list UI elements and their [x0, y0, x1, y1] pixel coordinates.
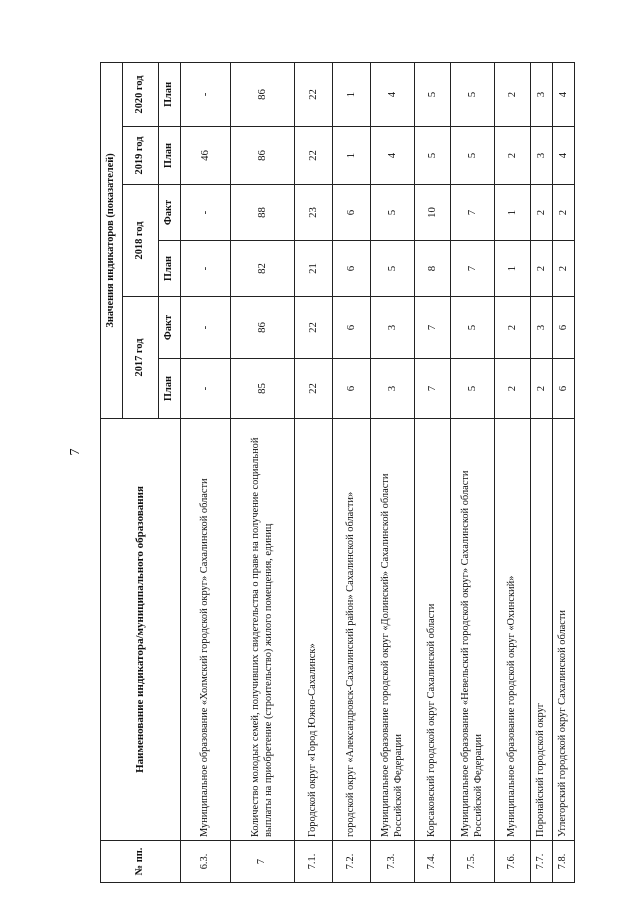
row-number: 7.1. — [295, 841, 333, 883]
row-value: 21 — [295, 241, 333, 297]
row-value: 22 — [295, 297, 333, 359]
header-fact: Факт — [159, 297, 181, 359]
row-name: Муниципальное образование «Невельский городской округ» Сахалинской области Российской Федерации — [451, 419, 495, 841]
row-value: 2 — [531, 359, 553, 419]
row-value: 1 — [495, 241, 531, 297]
row-value: 5 — [451, 62, 495, 126]
row-number: 7.8. — [553, 841, 575, 883]
header-year-2018: 2018 год — [123, 185, 159, 297]
row-value: 88 — [231, 185, 295, 241]
header-values-group: Значения индикаторов (показателей) — [101, 62, 123, 418]
row-value: 6 — [333, 185, 371, 241]
row-value: 8 — [415, 241, 451, 297]
row-value: 4 — [371, 62, 415, 126]
header-plan: План — [159, 62, 181, 126]
row-value: 5 — [451, 127, 495, 185]
row-value: 6 — [553, 297, 575, 359]
row-number: 7 — [231, 841, 295, 883]
row-value: 3 — [371, 359, 415, 419]
row-value: 4 — [553, 127, 575, 185]
table-row — [451, 62, 495, 882]
header-plan: План — [159, 359, 181, 419]
header-num: № пп. — [101, 841, 181, 883]
row-value: 5 — [451, 297, 495, 359]
table-row — [553, 62, 575, 882]
table-row — [495, 62, 531, 882]
header-year-2017: 2017 год — [123, 297, 159, 419]
indicators-table — [100, 62, 575, 883]
row-value: 6 — [553, 359, 575, 419]
row-value: 2 — [553, 185, 575, 241]
row-value: 22 — [295, 359, 333, 419]
row-value: 2 — [531, 241, 553, 297]
row-value: 2 — [495, 62, 531, 126]
row-value: 5 — [415, 62, 451, 126]
row-value: 3 — [371, 297, 415, 359]
row-name: Муниципальное образование «Холмский городской округ» Сахалинской области — [181, 419, 231, 841]
header-fact: Факт — [159, 185, 181, 241]
row-value: 23 — [295, 185, 333, 241]
row-value: 10 — [415, 185, 451, 241]
row-value: - — [181, 297, 231, 359]
row-number: 7.4. — [415, 841, 451, 883]
table-row — [295, 62, 333, 882]
row-value: 4 — [553, 62, 575, 126]
row-value: 6 — [333, 359, 371, 419]
row-value: - — [181, 241, 231, 297]
row-name: Муниципальное образование городской округ «Охинский» — [495, 419, 531, 841]
row-name: Муниципальное образование городской округ «Долинский» Сахалинской области Российской Федерации — [371, 419, 415, 841]
row-value: 7 — [451, 185, 495, 241]
row-value: 46 — [181, 127, 231, 185]
row-value: 3 — [531, 62, 553, 126]
row-number: 7.5. — [451, 841, 495, 883]
row-value: 2 — [495, 297, 531, 359]
row-value: 1 — [333, 127, 371, 185]
row-value: 5 — [371, 185, 415, 241]
table-row — [333, 62, 371, 882]
row-value: 3 — [531, 297, 553, 359]
row-value: 4 — [371, 127, 415, 185]
header-year-2019: 2019 год — [123, 127, 159, 185]
row-value: 2 — [495, 359, 531, 419]
row-value: - — [181, 185, 231, 241]
row-value: 2 — [553, 241, 575, 297]
row-value: 5 — [371, 241, 415, 297]
row-value: 6 — [333, 297, 371, 359]
row-value: 2 — [531, 185, 553, 241]
row-number: 7.7. — [531, 841, 553, 883]
header-year-2020: 2020 год — [123, 62, 159, 126]
row-name: городской округ «Александровск-Сахалинский район» Сахалинской области» — [333, 419, 371, 841]
row-value: 2 — [495, 127, 531, 185]
table-row — [231, 62, 295, 882]
row-value: 7 — [415, 297, 451, 359]
row-value: 22 — [295, 127, 333, 185]
header-plan: План — [159, 241, 181, 297]
row-value: - — [181, 359, 231, 419]
row-value: 7 — [415, 359, 451, 419]
rotated-table-wrapper — [100, 63, 570, 883]
row-value: 86 — [231, 297, 295, 359]
table-row — [181, 62, 231, 882]
row-value: 86 — [231, 127, 295, 185]
table-row — [415, 62, 451, 882]
row-value: - — [181, 62, 231, 126]
row-number: 7.6. — [495, 841, 531, 883]
row-name: Углегорский городской округ Сахалинской области — [553, 419, 575, 841]
page-number: 7 — [68, 448, 83, 456]
row-name: Количество молодых семей, получивших свидетельства о праве на получение социальной выплаты на приобретение (строительство) жилого помещения, единиц — [231, 419, 295, 841]
row-value: 3 — [531, 127, 553, 185]
row-value: 1 — [495, 185, 531, 241]
table-row — [531, 62, 553, 882]
row-name: Городской округ «Город Южно-Сахалинск» — [295, 419, 333, 841]
row-value: 86 — [231, 62, 295, 126]
table-row — [371, 62, 415, 882]
header-plan: План — [159, 127, 181, 185]
row-value: 6 — [333, 241, 371, 297]
row-value: 1 — [333, 62, 371, 126]
row-number: 6.3. — [181, 841, 231, 883]
row-value: 85 — [231, 359, 295, 419]
row-value: 7 — [451, 241, 495, 297]
row-value: 5 — [451, 359, 495, 419]
row-number: 7.2. — [333, 841, 371, 883]
row-value: 82 — [231, 241, 295, 297]
row-value: 5 — [415, 127, 451, 185]
row-number: 7.3. — [371, 841, 415, 883]
row-value: 22 — [295, 62, 333, 126]
header-name: Наименование индикатора/муниципального образования — [101, 419, 181, 841]
row-name: Поронайский городской округ — [531, 419, 553, 841]
row-name: Корсаковский городской округ Сахалинской области — [415, 419, 451, 841]
